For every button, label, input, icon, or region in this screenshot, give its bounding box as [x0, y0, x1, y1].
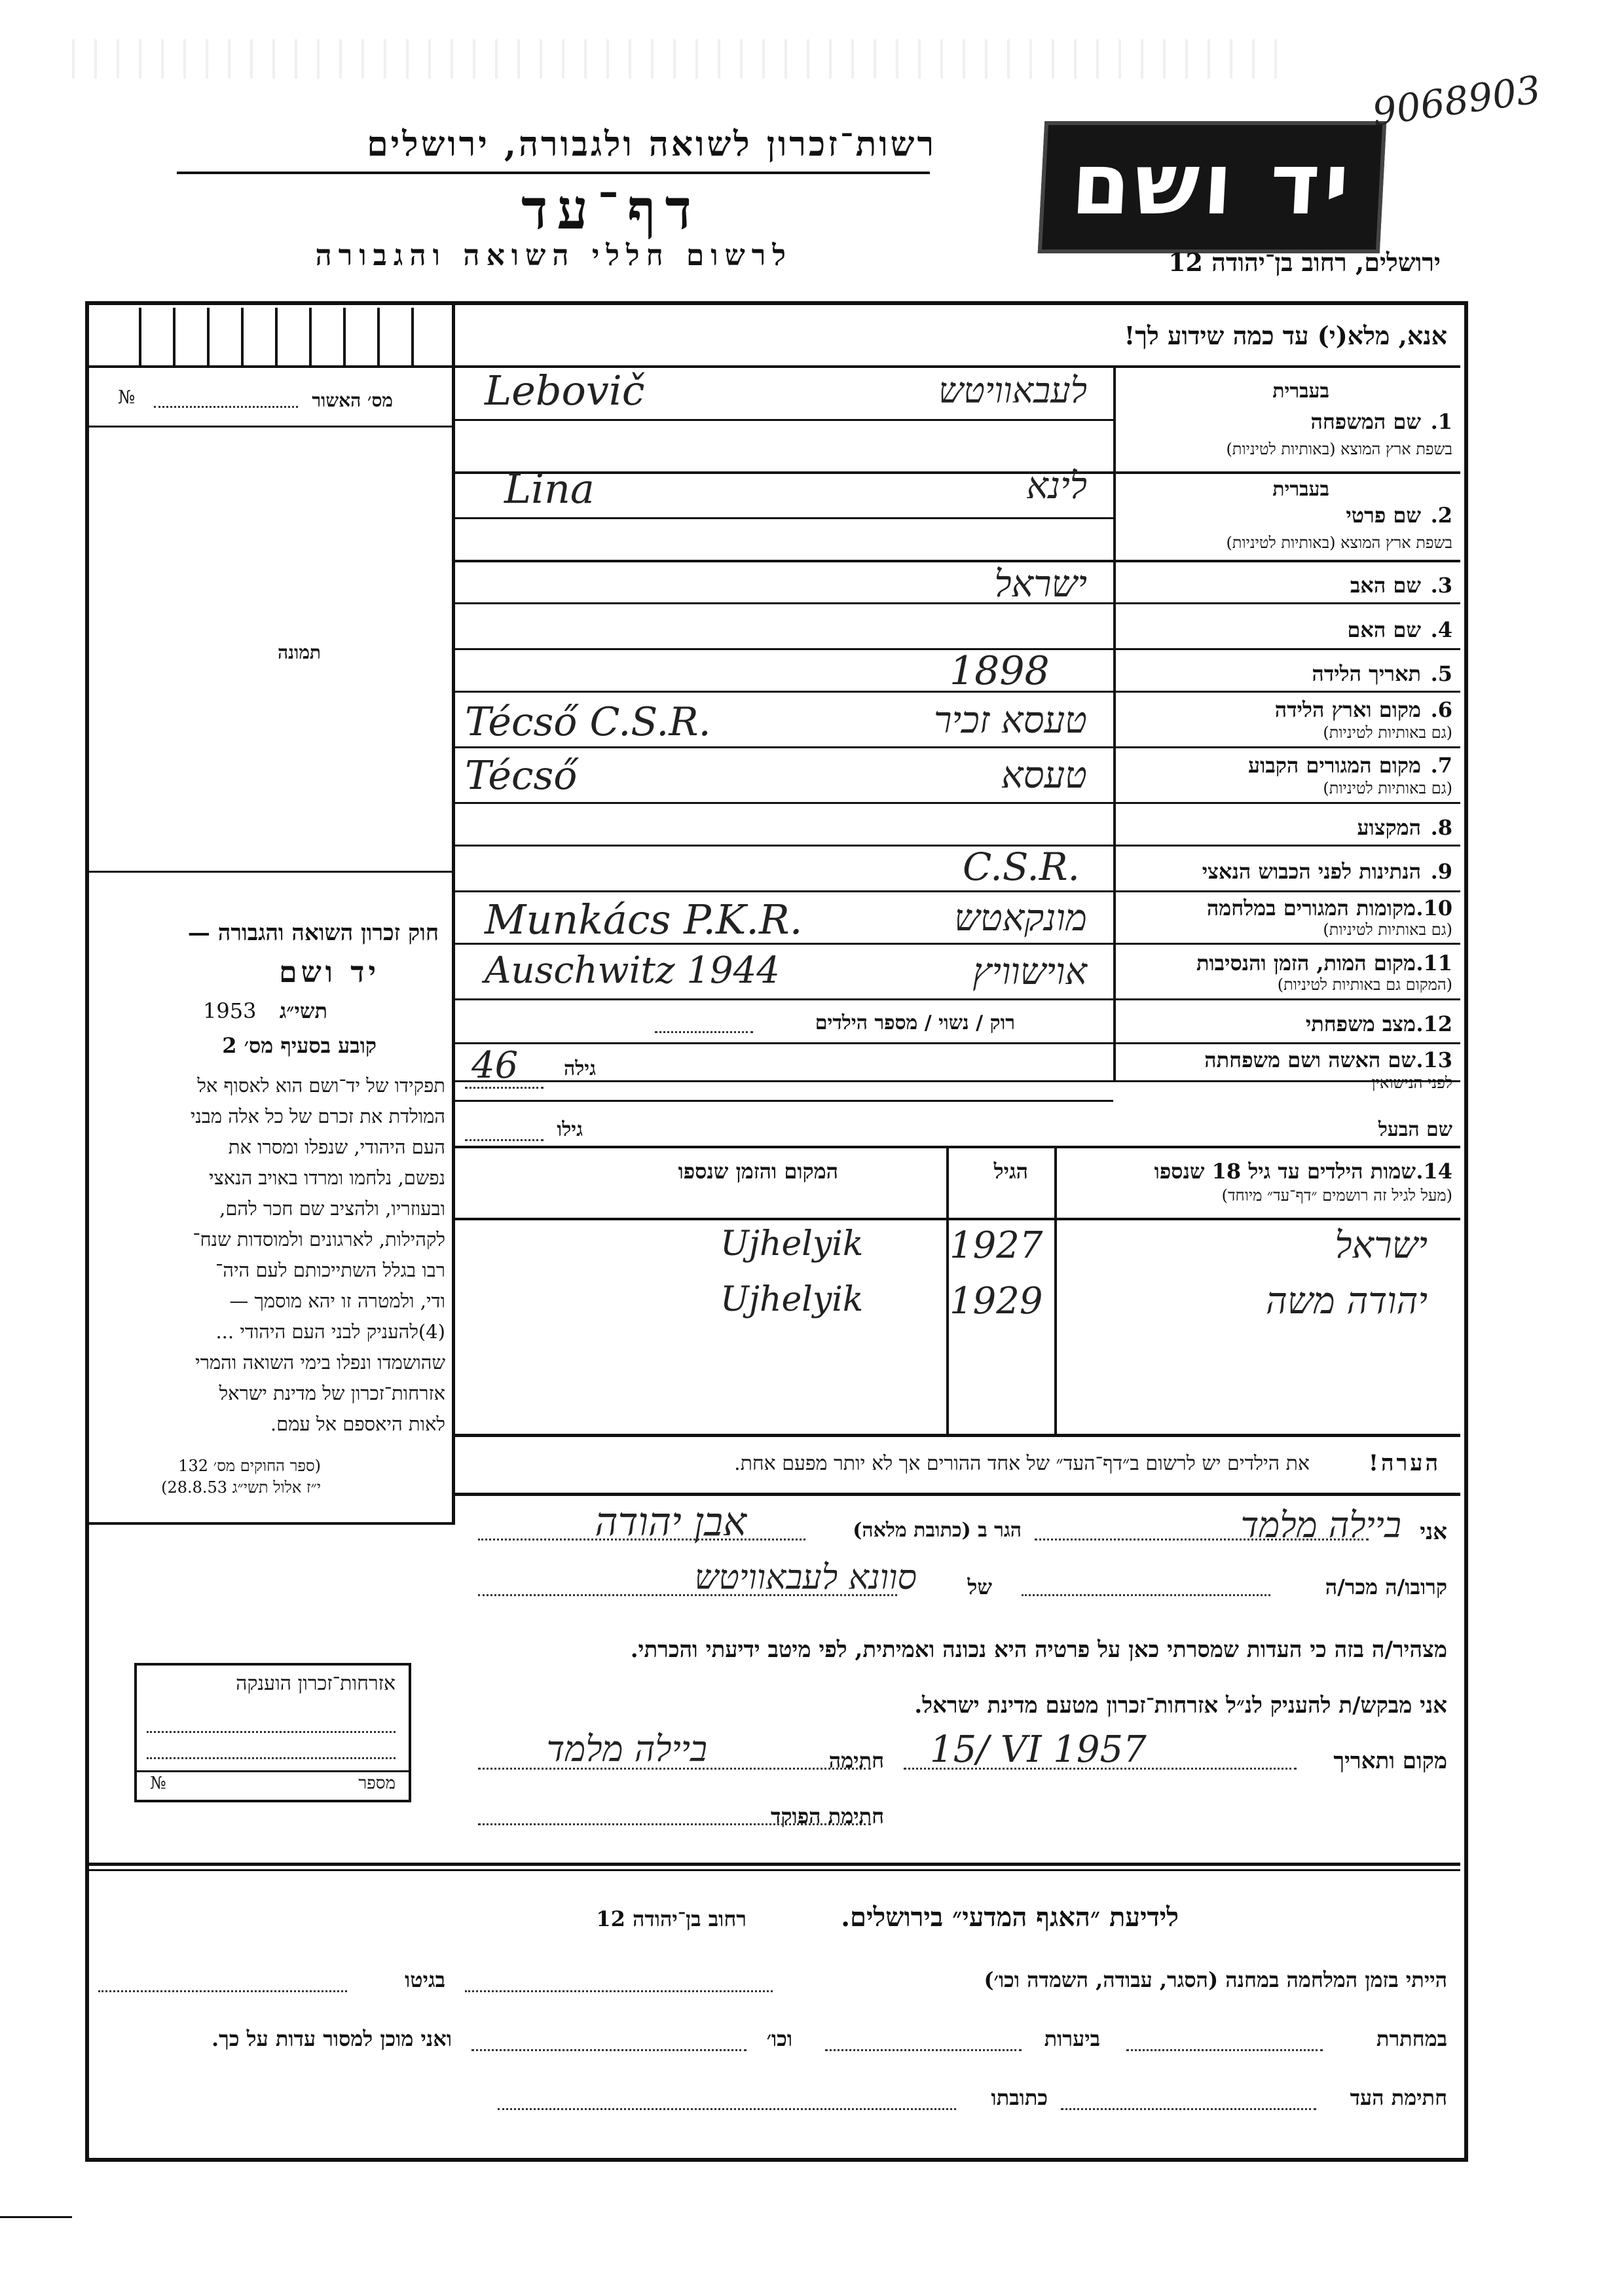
field-13-label: שם האשה ושם משפחתה: [1204, 1048, 1416, 1072]
logo-text: יד ושם: [1069, 134, 1356, 234]
law-text-line: לאות היאספם אל עמם.: [270, 1413, 445, 1435]
birth-place-latin[interactable]: Técső C.S.R.: [465, 699, 711, 745]
citizenship-box-divider: [137, 1770, 409, 1772]
footer-address: רחוב בן־יהודה 12: [596, 1906, 747, 1931]
footer-ghetto-line: [98, 1990, 347, 1992]
husband-age-line: [465, 1139, 544, 1141]
field-2-split: [455, 517, 1113, 519]
field-2-label: שם פרטי: [1346, 503, 1421, 528]
field-7-label: מקום המגורים הקבוע: [1248, 753, 1421, 778]
place-date-label: מקום ותאריך: [1333, 1748, 1447, 1774]
law-year-hebrew: תשי״ג: [279, 998, 327, 1023]
children-column-divider: [1054, 1146, 1057, 1434]
logo-block: [1038, 121, 1387, 253]
law-text-line: נפשם, נלחמו ומרדו באויב הנאצי: [208, 1167, 445, 1189]
field-9-number: 9.: [1430, 859, 1452, 884]
row-divider: [455, 1042, 1460, 1044]
field-9-label: הנתינות לפני הכבוש הנאצי: [1202, 859, 1421, 884]
field-12-number: 12.: [1416, 1011, 1452, 1036]
row-divider: [455, 802, 1460, 804]
footer-camp-text: הייתי בזמן המלחמה במחנה (הסגר, עבודה, השמדה וכו׳): [984, 1967, 1447, 1992]
child-1-year[interactable]: 1927: [950, 1224, 1043, 1267]
approval-number-sign: №: [118, 386, 136, 408]
law-year: 1953: [203, 998, 257, 1023]
footer-willing-text: ואני מוכן למסור עדות על כך.: [211, 2026, 452, 2051]
footer-divider: [89, 1869, 1460, 1871]
field-5-number: 5.: [1430, 661, 1452, 686]
signature-line: [478, 1768, 871, 1770]
sidebar-divider: [452, 305, 455, 1523]
residence-latin[interactable]: Técső: [465, 753, 578, 799]
field-12-label: מצב משפחתי: [1305, 1011, 1416, 1036]
field-7-sub: (גם באותיות לטיניות): [1323, 779, 1452, 797]
of-label: של: [967, 1575, 992, 1599]
row-divider: [455, 890, 1460, 892]
signature-value[interactable]: ביילה מלמד: [546, 1728, 707, 1770]
form-title: דף־עד: [521, 177, 701, 242]
note-label: הערה!: [1369, 1450, 1441, 1476]
note-text: את הילדים יש לרשום ב״דף־העד״ של אחד ההורים אך לא יותר מפעם אחת.: [734, 1452, 1310, 1475]
photo-label: תמונה: [277, 642, 321, 663]
archive-number: 9068903: [1369, 67, 1543, 135]
field-1-number: 1.: [1430, 409, 1452, 434]
declaration-statement: מצהיר/ה בזה כי העדות שמסרתי כאן על פרטיה היא נכונה ואמיתית, לפי מיטב ידיעתי והכרתי.: [630, 1637, 1447, 1663]
field-11-number: 11.: [1416, 951, 1452, 975]
wife-divider: [455, 1100, 1113, 1102]
row-divider: [455, 746, 1460, 748]
children-age-header: הגיל: [993, 1159, 1028, 1184]
law-text-line: שהושמדו ונפלו בימי השואה והמרי: [195, 1351, 445, 1374]
child-2-name[interactable]: יהודה משה: [1266, 1280, 1428, 1322]
husband-age-label: גילו: [557, 1118, 583, 1141]
law-text-line: (4)להעניק לבני העם היהודי ...: [215, 1321, 445, 1343]
given-name-hebrew[interactable]: לינא: [1026, 465, 1087, 507]
law-clause: קובע בסעיף מס׳ 2: [222, 1033, 377, 1058]
scan-edge-mark: [0, 2216, 72, 2218]
field-10-number: 10.: [1416, 896, 1452, 920]
marital-status-options: רוק / נשוי / מספר הילדים: [815, 1011, 1015, 1034]
row-divider: [455, 471, 1460, 474]
field-8-number: 8.: [1430, 815, 1452, 840]
tick-box: [139, 308, 175, 367]
declarant-name-line: [1035, 1539, 1369, 1540]
tick-box: [309, 308, 346, 367]
field-14-label: שמות הילדים עד גיל 18 שנספו: [1154, 1159, 1416, 1184]
row-divider: [455, 602, 1460, 604]
child-1-place[interactable]: Ujhelyik: [720, 1224, 864, 1264]
hebrew-label: בעברית: [1272, 478, 1329, 501]
children-count-line: [655, 1031, 753, 1033]
note-bottom-divider: [455, 1493, 1460, 1496]
field-1-sub: בשפת ארץ המוצא (באותיות לטיניות): [1226, 440, 1452, 458]
surname-latin[interactable]: Lebovič: [485, 367, 645, 414]
law-text-line: אזרחות־זכרון של מדינת ישראל: [219, 1382, 445, 1404]
citizenship-box-line: [147, 1757, 396, 1759]
field-7-number: 7.: [1430, 753, 1452, 778]
footer-witness-signature-label: חתימת העד: [1350, 2085, 1447, 2110]
children-header-divider: [455, 1218, 1460, 1220]
residence-hebrew[interactable]: טעסא: [1001, 754, 1087, 797]
footer-underground-label: במחתרת: [1376, 2026, 1447, 2051]
sidebar-bottom-divider: [89, 1522, 455, 1525]
law-text-line: תפקידו של יד־ושם הוא לאסוף אל: [197, 1074, 445, 1097]
law-text-line: העם היהודי, שנפלו ומסרו את: [228, 1136, 445, 1158]
tick-box: [275, 308, 312, 367]
hebrew-label: בעברית: [1272, 380, 1329, 403]
wife-age-label: גילה: [563, 1057, 596, 1080]
law-text-line: המולדת את זכרם של כל אלה מבני: [190, 1105, 445, 1127]
approval-divider: [89, 426, 452, 428]
field-3-label: שם האב: [1350, 573, 1421, 598]
field-10-label: מקומות המגורים במלחמה: [1206, 896, 1416, 920]
footer-underground-line: [1126, 2049, 1323, 2051]
field-14-sub: (מעל לגיל זה רושמים ״דף־עד״ מיוחד): [1221, 1186, 1452, 1205]
field-4-label: שם האם: [1347, 617, 1421, 642]
footer-address-line: [498, 2108, 956, 2110]
declarant-name[interactable]: ביילה מלמד: [1240, 1504, 1401, 1546]
field-11-sub: (המקום גם באותיות לטיניות): [1277, 975, 1452, 994]
father-name[interactable]: ישראל: [994, 563, 1087, 606]
intro-divider: [89, 365, 1460, 368]
field-6-label: מקום וארץ הלידה: [1274, 697, 1421, 722]
footer-divider: [89, 1863, 1460, 1866]
husband-label: שם הבעל: [1378, 1118, 1452, 1141]
form-intro: אנא, מלא(י) עד כמה שידוע לך!: [1124, 321, 1447, 350]
tick-box: [105, 308, 141, 367]
citizenship-box-line: [147, 1731, 396, 1733]
scan-noise-top: [52, 39, 1297, 79]
law-text-line: רבו בגלל השתייכותם לעם היה־: [215, 1259, 445, 1281]
field-13-number: 13.: [1416, 1048, 1452, 1072]
citizenship-box-title: אזרחות־זכרון הוענקה: [236, 1672, 396, 1695]
field-2-sub: בשפת ארץ המוצא (באותיות לטיניות): [1226, 534, 1452, 552]
field-13-sub: לפני הנישואין: [1371, 1074, 1452, 1092]
field-10-sub: (גם באותיות לטיניות): [1323, 920, 1452, 939]
footer-etc-line: [471, 2049, 747, 2051]
field-3-number: 3.: [1430, 573, 1452, 598]
place-date-line: [904, 1768, 1297, 1770]
footer-etc-label: וכו׳: [766, 2026, 792, 2051]
tick-box: [241, 308, 278, 367]
relative-of-line: [478, 1594, 897, 1596]
law-text-line: לקהילות, לארגונים ולמוסדות שנח־: [193, 1228, 445, 1250]
law-text-line: ובעוזריו, ולהציב שם חכר להם,: [219, 1197, 445, 1220]
law-name: יד ושם: [279, 956, 380, 989]
authority-title: רשות־זכרון לשואה ולגבורה, ירושלים: [367, 124, 936, 164]
field-11-label: מקום המות, הזמן והנסיבות: [1196, 951, 1416, 975]
birth-date[interactable]: 1898: [950, 648, 1050, 694]
citizenship[interactable]: C.S.R.: [963, 845, 1080, 889]
declarant-label: אני: [1420, 1519, 1447, 1545]
row-divider: [455, 1080, 1460, 1082]
official-signature-line: [478, 1823, 871, 1825]
footer-forests-label: ביערות: [1044, 2026, 1100, 2051]
children-column-divider: [946, 1146, 949, 1434]
children-place-header: המקום והזמן שנספו: [678, 1159, 838, 1184]
approval-label: מס׳ האשור: [312, 390, 393, 411]
wife-age[interactable]: 46: [471, 1044, 519, 1087]
photo-divider: [89, 871, 452, 873]
relative-of-name[interactable]: סוונא לעבאוויטש: [694, 1558, 917, 1597]
row-divider: [455, 998, 1460, 1000]
wartime-residence-hebrew[interactable]: מונקאטש: [954, 897, 1087, 939]
law-text: [98, 1070, 445, 1440]
law-source-1: (ספר החוקים מס׳ 132: [178, 1457, 321, 1475]
field-14-number: 14.: [1416, 1159, 1452, 1184]
wife-age-line: [465, 1087, 544, 1089]
death-place-hebrew[interactable]: אוישוויץ: [972, 951, 1087, 993]
field-8-label: המקצוע: [1357, 815, 1421, 840]
child-2-year[interactable]: 1929: [950, 1280, 1043, 1322]
law-title: חוק זכרון השואה והגבורה —: [187, 920, 439, 946]
footer-camp-line: [465, 1990, 773, 1992]
field-5-label: תאריך הלידה: [1312, 661, 1421, 686]
declarant-address[interactable]: אבן יהודה: [595, 1499, 747, 1545]
death-place-latin[interactable]: Auschwitz 1944: [485, 949, 780, 992]
surname-hebrew[interactable]: לעבאוויטש: [938, 370, 1087, 411]
citizenship-box-number-label: מספר: [358, 1774, 396, 1793]
signature-label: חתימה: [828, 1748, 884, 1773]
footer-forests-line: [825, 2049, 1022, 2051]
law-source-2: י״ז אלול תשי״ג 28.8.53): [161, 1478, 321, 1497]
approval-number-line: [154, 406, 298, 408]
field-1-split: [455, 419, 1113, 421]
residing-label: הגר ב (כתובת מלאה): [853, 1519, 1022, 1542]
row-divider: [455, 1146, 1460, 1148]
footer-title: לידיעת ״האגף המדעי״ בירושלים.: [841, 1902, 1179, 1933]
relative-line: [1022, 1594, 1270, 1596]
footer-ghetto-label: בגיטו: [405, 1967, 445, 1992]
header-address: ירושלים, רחוב בן־יהודה 12: [1168, 247, 1441, 277]
tick-box: [207, 308, 244, 367]
wartime-residence-latin[interactable]: Munkács P.K.R.: [485, 896, 803, 943]
citizenship-request: אני מבקש/ת להעניק לנ״ל אזרחות־זכרון מטעם מדינת ישראל.: [914, 1692, 1447, 1719]
field-1-label: שם המשפחה: [1310, 409, 1421, 434]
field-6-number: 6.: [1430, 697, 1452, 722]
tick-box: [377, 308, 414, 367]
row-divider: [455, 560, 1460, 562]
citizenship-granted-box: [134, 1663, 411, 1802]
authority-underline: [177, 172, 930, 174]
field-4-number: 4.: [1430, 617, 1452, 642]
footer-witness-signature-line: [1061, 2108, 1316, 2110]
child-2-place[interactable]: Ujhelyik: [720, 1280, 864, 1319]
field-6-sub: (גם באותיות לטיניות): [1323, 723, 1452, 742]
official-signature-label: חתימת הפוקד: [771, 1804, 884, 1829]
field-2-number: 2.: [1430, 503, 1452, 528]
relative-label: קרובו/ה מכר/ה: [1325, 1575, 1447, 1599]
declarant-address-line: [478, 1539, 805, 1540]
tick-box: [173, 308, 210, 367]
place-date-value[interactable]: 15/ VI 1957: [930, 1728, 1147, 1771]
form-subtitle: לרשום חללי השואה והגבורה: [315, 239, 792, 272]
footer-address-label: כתובתו: [991, 2085, 1048, 2110]
tick-box: [343, 308, 380, 367]
birth-place-hebrew[interactable]: טעסא זכיר: [934, 699, 1087, 742]
child-1-name[interactable]: ישראל: [1335, 1224, 1428, 1267]
given-name-latin[interactable]: Lina: [504, 465, 595, 513]
note-top-divider: [455, 1434, 1460, 1437]
label-column-divider: [1113, 368, 1116, 1082]
law-text-line: ודי, ולמטרה זו יהא מוסמך —: [229, 1290, 445, 1312]
citizenship-box-number-sign: №: [150, 1774, 166, 1793]
